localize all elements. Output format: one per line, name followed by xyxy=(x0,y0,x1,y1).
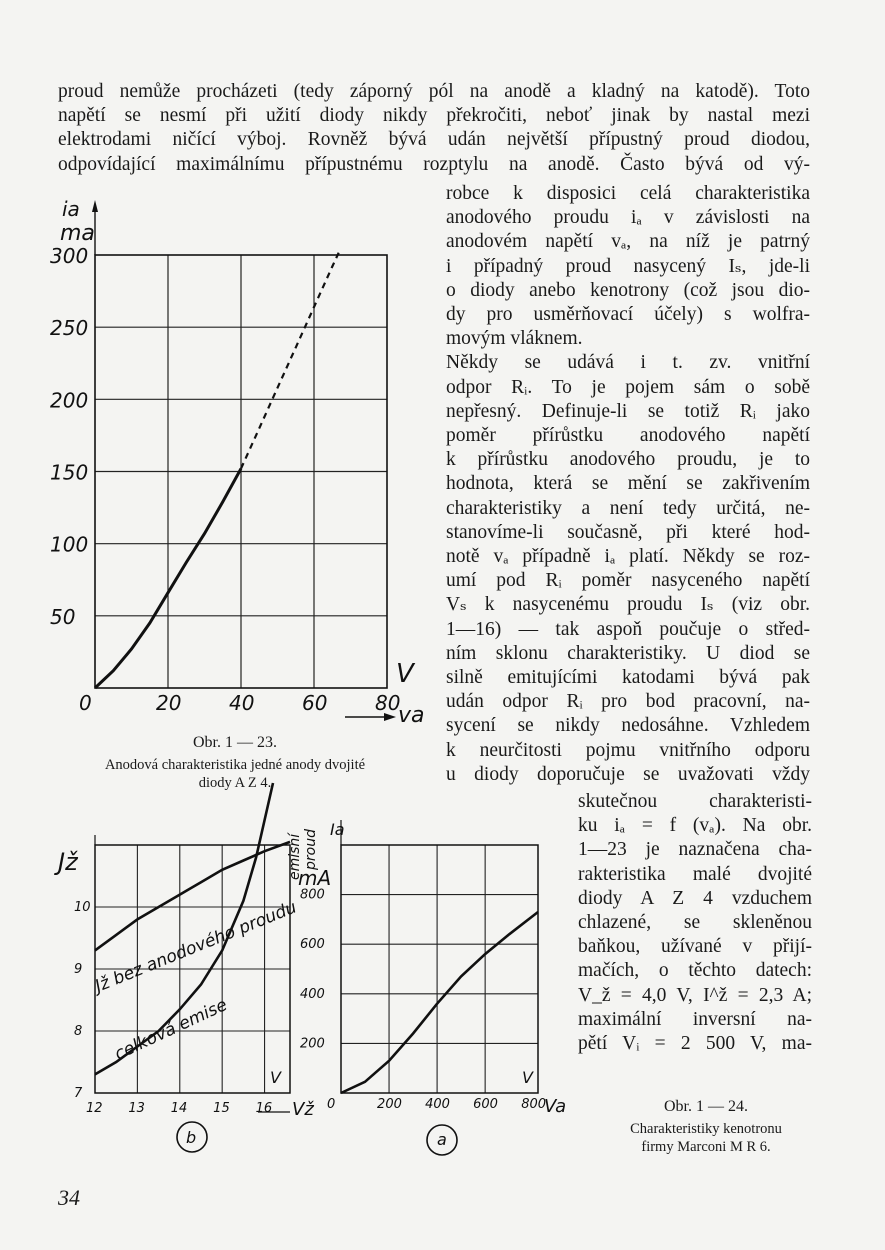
figure-23-caption-line: diody A Z 4. xyxy=(198,775,272,791)
paragraph-line: k přírůstku anodového proudu, je to xyxy=(446,449,810,471)
paragraph-line: umí pod Rᵢ poměr nasyceného napětí xyxy=(446,570,810,592)
paragraph-line: baňkou, užívané v přijí- xyxy=(578,936,812,958)
paragraph-line: nepřesný. Definuje-li se totiž Rᵢ jako xyxy=(446,400,810,422)
paragraph-line: proud nemůže procházeti (tedy záporný pól na anodě a kladný na katodě). Toto xyxy=(58,81,810,102)
paragraph-line: robce k disposici celá charakteristika xyxy=(446,183,810,204)
x-axis-var-label: Va xyxy=(544,1096,567,1117)
y-tick-label: 300 xyxy=(50,244,89,268)
x-axis-var-label: va xyxy=(398,703,425,728)
paragraph-line: pětí Vᵢ = 2 500 V, ma- xyxy=(578,1033,812,1055)
paragraph-line: anodovém napětí vₐ, na níž je patrný xyxy=(446,231,810,253)
panel-label: a xyxy=(437,1130,447,1149)
paragraph-line: Vₛ k nasycenému proudu Iₛ (viz obr. xyxy=(446,594,810,616)
x-tick-label: 15 xyxy=(213,1101,230,1116)
x-tick-label: 400 xyxy=(425,1097,450,1112)
x-tick-label: 16 xyxy=(255,1101,273,1116)
paragraph-line: skutečnou charakteristi- xyxy=(578,791,812,812)
paragraph-line: movým vláknem. xyxy=(446,328,583,350)
paragraph-line: anodového proudu iₐ v závislosti na xyxy=(446,207,810,229)
x-tick-label: 80 xyxy=(375,691,401,715)
paragraph-line: udán odpor Rᵢ pro bod pracovní, na- xyxy=(446,691,810,713)
x-axis-unit-label: V xyxy=(396,659,414,689)
paragraph-line: maximální inversní na- xyxy=(578,1008,812,1030)
emission-curve xyxy=(95,842,290,951)
paragraph-line: i případný proud nasycený Iₛ, jde-li xyxy=(446,255,810,277)
paragraph-line: poměr přírůstku anodového napětí xyxy=(446,425,810,447)
y-tick-label: 150 xyxy=(50,460,89,485)
characteristic-curve-dashed xyxy=(241,251,340,469)
curve-label: Jž bez anodového proudu xyxy=(92,897,300,997)
paragraph-line: 1—16) — tak aspoň poučuje o střed- xyxy=(446,618,810,640)
y-axis-label-unit: ma xyxy=(60,221,95,246)
x-tick-label: 800 xyxy=(521,1097,547,1112)
y-tick-label: 200 xyxy=(50,388,89,413)
y-right-tick-label: 600 xyxy=(300,937,325,953)
y-axis-label: Ia xyxy=(330,820,345,839)
y-axis-label-var: ia xyxy=(62,197,80,221)
figure-23-title: Obr. 1 — 23. xyxy=(193,734,277,751)
x-tick-label: 14 xyxy=(170,1101,188,1116)
arrow-head xyxy=(92,200,98,212)
x-tick-label: 0 xyxy=(327,1097,336,1112)
x-tick-label: 0 xyxy=(79,691,92,715)
y-tick-label: 50 xyxy=(50,604,76,629)
paragraph-line: mačích, o těchto datech: xyxy=(578,960,812,982)
x-tick-label: 40 xyxy=(229,691,255,715)
figure-23-caption-line: Anodová charakteristika jedné anody dvojité xyxy=(104,757,366,773)
y-axis-label-right: emisní xyxy=(287,833,303,880)
y-tick-label: 7 xyxy=(74,1086,83,1101)
x-tick-label: 600 xyxy=(473,1097,498,1112)
y-axis-unit-right: mA xyxy=(298,866,332,890)
paragraph-line: V_ž = 4,0 V, I^ž = 2,3 A; xyxy=(578,984,812,1006)
paragraph-line: diody A Z 4 vzduchem xyxy=(578,887,812,909)
paragraph-line: hodnota, která se mění se zakřivením xyxy=(446,473,810,495)
paragraph-line: 1—23 je naznačena cha- xyxy=(578,839,812,861)
curve-label: celková emise xyxy=(111,994,231,1065)
panel-label: b xyxy=(186,1128,197,1147)
paragraph-line: dy pro usměrňovací účely) s wolfra- xyxy=(446,304,810,326)
page-number: 34 xyxy=(58,1185,80,1210)
paragraph-line: o diody anebo kenotrony (což jsou dio- xyxy=(446,279,810,301)
y-right-tick-label: 800 xyxy=(300,887,325,903)
figure-24-caption-line: firmy Marconi M R 6. xyxy=(641,1139,771,1155)
paragraph-line: odpovídající maximálnímu přípustnému rozptylu na anodě. Často bývá od vý- xyxy=(58,153,810,175)
x-tick-label: 20 xyxy=(156,691,182,715)
paragraph-line: stanovíme-li současně, při které hod- xyxy=(446,521,810,543)
paragraph-line: odpor Rᵢ. To je pojem sám o sobě xyxy=(446,376,810,398)
plot-frame xyxy=(341,845,538,1093)
x-tick-label: 13 xyxy=(128,1101,145,1116)
x-tick-label: 60 xyxy=(302,691,328,715)
paragraph-line: charakteristiky a není tedy určitá, ne- xyxy=(446,497,810,519)
paragraph-line: k neurčitosti pojmu vnitřního odporu xyxy=(446,739,810,761)
y-axis-label-left: Jž xyxy=(58,848,78,876)
paragraph-line: ním sklonu charakteristiky. U diod se xyxy=(446,642,810,664)
paragraph-line: chlazené, se skleněnou xyxy=(578,912,812,934)
y-tick-label: 9 xyxy=(74,962,83,977)
paragraph-line: u diody doporučuje se uvažovati vždy xyxy=(446,763,810,785)
paragraph-line: sycení se nikdy nedosáhne. Vzhledem xyxy=(446,715,810,737)
y-tick-label: 250 xyxy=(50,316,89,341)
y-tick-label: 8 xyxy=(74,1024,83,1039)
y-axis-label-right: proud xyxy=(303,829,319,870)
y-right-tick-label: 200 xyxy=(300,1036,325,1052)
figure-24-caption-line: Charakteristiky kenotronu xyxy=(630,1121,782,1137)
paragraph-line: ku iₐ = f (vₐ). Na obr. xyxy=(578,815,812,837)
y-tick-label: 100 xyxy=(50,532,89,557)
figure-24-title: Obr. 1 — 24. xyxy=(664,1098,748,1115)
paragraph-line: elektrodami ničící výboj. Rovněž bývá udán největší přípustný proud diodou, xyxy=(58,129,810,151)
x-tick-label: 12 xyxy=(86,1101,103,1116)
paragraph-line: silně emitujícími katodami bývá pak xyxy=(446,667,810,689)
x-tick-label: 200 xyxy=(377,1097,402,1112)
x-axis-unit-label: V xyxy=(522,1068,533,1087)
y-tick-label: 10 xyxy=(74,900,91,915)
kenotron-curve xyxy=(341,912,538,1093)
paragraph-line: napětí se nesmí při užití diody nikdy překročiti, neboť jinak by nastal mezi xyxy=(58,105,810,127)
x-axis-var-label: Vž xyxy=(292,1099,314,1120)
x-axis-unit-label: V xyxy=(270,1068,281,1087)
paragraph-line: Někdy se udává i t. zv. vnitřní xyxy=(446,352,810,374)
paragraph-line: notě vₐ případně iₐ platí. Někdy se roz- xyxy=(446,546,810,568)
y-right-tick-label: 400 xyxy=(300,986,325,1002)
paragraph-line: rakteristika malé dvojité xyxy=(578,863,812,885)
